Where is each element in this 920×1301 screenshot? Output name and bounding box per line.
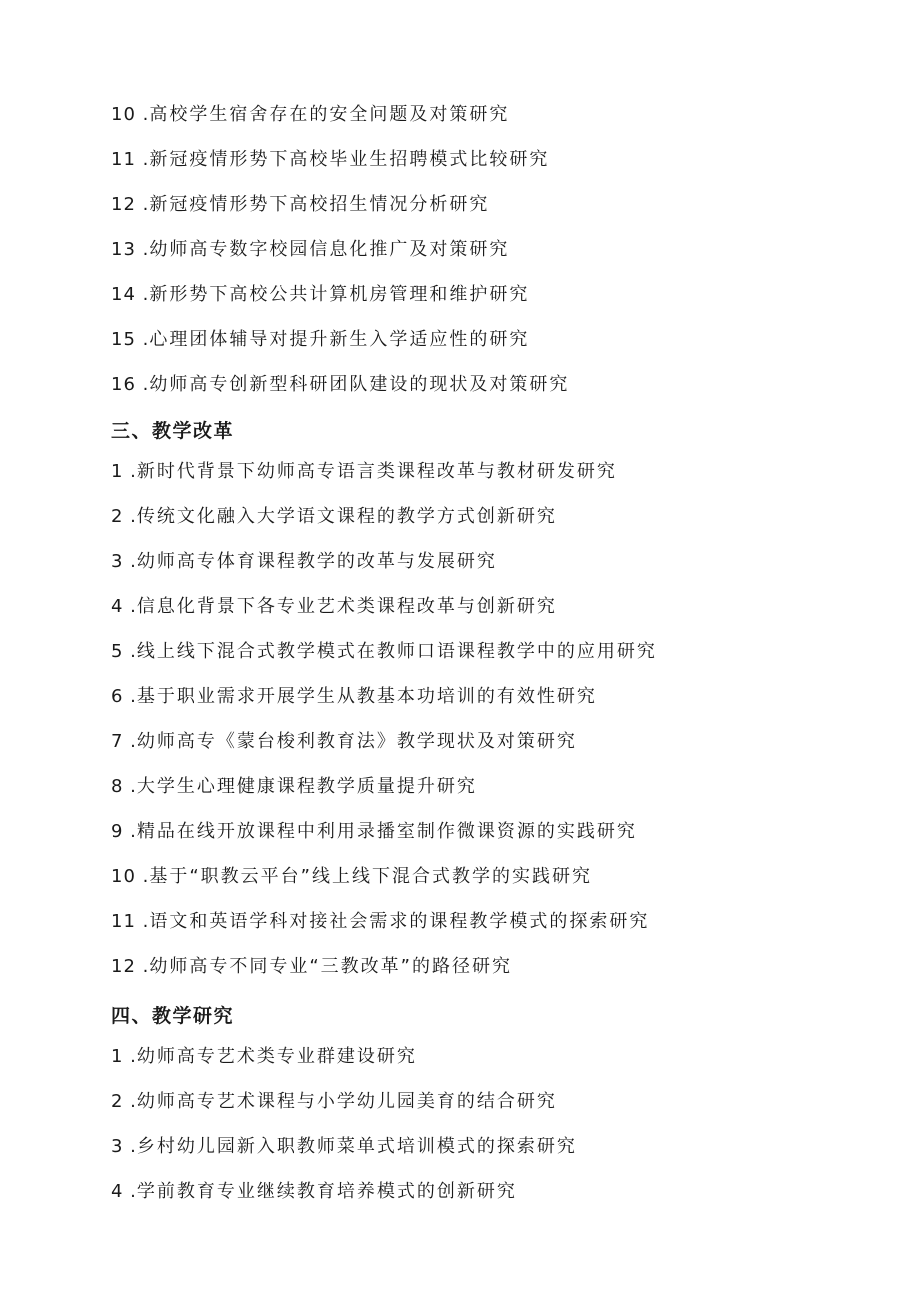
- item-number: 3: [111, 551, 124, 572]
- item-text: 幼师高专不同专业“三教改革”的路径研究: [149, 956, 513, 977]
- item-separator: .: [135, 866, 150, 887]
- section-heading: 四、教学研究: [111, 1005, 235, 1027]
- item-number: 16: [111, 374, 136, 395]
- item-text: 学前教育专业继续教育培养模式的创新研究: [136, 1181, 517, 1202]
- list-item: [111, 724, 891, 769]
- teaching-reform-section: [111, 414, 891, 994]
- item-number: 3: [111, 1136, 124, 1157]
- item-separator: .: [123, 1136, 137, 1157]
- research-list-continued: [111, 97, 891, 412]
- item-text: 幼师高专《蒙台梭利教育法》教学现状及对策研究: [136, 731, 577, 752]
- list-item: [111, 1129, 891, 1174]
- item-text: 新冠疫情形势下高校毕业生招聘模式比较研究: [149, 149, 550, 170]
- item-separator: .: [135, 149, 150, 170]
- list-item: [111, 322, 891, 367]
- item-text: 大学生心理健康课程教学质量提升研究: [136, 776, 477, 797]
- list-item: [111, 904, 891, 949]
- item-separator: .: [123, 1046, 137, 1067]
- item-text: 乡村幼儿园新入职教师菜单式培训模式的探索研究: [136, 1136, 577, 1157]
- item-text: 高校学生宿舍存在的安全问题及对策研究: [149, 104, 510, 125]
- item-separator: .: [135, 329, 150, 350]
- item-number: 2: [111, 506, 124, 527]
- list-item: [111, 277, 891, 322]
- item-text: 信息化背景下各专业艺术类课程改革与创新研究: [136, 596, 557, 617]
- item-separator: .: [135, 239, 150, 260]
- item-separator: .: [123, 641, 137, 662]
- list-item: [111, 949, 891, 994]
- item-number: 7: [111, 731, 124, 752]
- item-separator: .: [135, 956, 150, 977]
- item-separator: .: [123, 776, 137, 797]
- item-separator: .: [123, 551, 137, 572]
- item-number: 4: [111, 1181, 124, 1202]
- item-text: 语文和英语学科对接社会需求的课程教学模式的探索研究: [149, 911, 650, 932]
- item-number: 10: [111, 104, 136, 125]
- item-separator: .: [123, 596, 137, 617]
- item-separator: .: [123, 461, 137, 482]
- list-item: [111, 1174, 891, 1219]
- section-heading: 三、教学改革: [111, 420, 235, 442]
- item-separator: .: [135, 911, 150, 932]
- item-text: 精品在线开放课程中利用录播室制作微课资源的实践研究: [136, 821, 637, 842]
- item-number: 1: [111, 461, 124, 482]
- list-item: [111, 634, 891, 679]
- item-text: 基于“职教云平台”线上线下混合式教学的实践研究: [149, 866, 593, 887]
- item-number: 15: [111, 329, 136, 350]
- item-separator: .: [135, 374, 150, 395]
- item-separator: .: [135, 194, 150, 215]
- list-item: [111, 454, 891, 499]
- item-text: 幼师高专艺术课程与小学幼儿园美育的结合研究: [136, 1091, 557, 1112]
- item-text: 新冠疫情形势下高校招生情况分析研究: [149, 194, 490, 215]
- item-text: 线上线下混合式教学模式在教师口语课程教学中的应用研究: [136, 641, 657, 662]
- item-number: 8: [111, 776, 124, 797]
- item-text: 幼师高专体育课程教学的改革与发展研究: [136, 551, 497, 572]
- item-separator: .: [123, 821, 137, 842]
- item-separator: .: [123, 1181, 137, 1202]
- item-number: 6: [111, 686, 124, 707]
- list-item: [111, 859, 891, 904]
- item-separator: .: [123, 731, 137, 752]
- list-item: [111, 1039, 891, 1084]
- item-number: 12: [111, 194, 136, 215]
- item-number: 12: [111, 956, 136, 977]
- item-number: 13: [111, 239, 136, 260]
- item-number: 4: [111, 596, 124, 617]
- item-separator: .: [123, 506, 137, 527]
- item-number: 11: [111, 149, 136, 170]
- item-number: 5: [111, 641, 124, 662]
- list-item: [111, 589, 891, 634]
- list-item: [111, 1084, 891, 1129]
- list-item: [111, 769, 891, 814]
- item-text: 幼师高专数字校园信息化推广及对策研究: [149, 239, 510, 260]
- list-item: [111, 814, 891, 859]
- item-separator: .: [123, 1091, 137, 1112]
- item-number: 2: [111, 1091, 124, 1112]
- item-number: 10: [111, 866, 136, 887]
- item-number: 1: [111, 1046, 124, 1067]
- list-item: [111, 679, 891, 724]
- list-item: [111, 232, 891, 277]
- item-text: 幼师高专创新型科研团队建设的现状及对策研究: [149, 374, 570, 395]
- item-separator: .: [135, 104, 150, 125]
- item-text: 心理团体辅导对提升新生入学适应性的研究: [149, 329, 530, 350]
- item-text: 传统文化融入大学语文课程的教学方式创新研究: [136, 506, 557, 527]
- item-number: 14: [111, 284, 136, 305]
- teaching-research-section: [111, 999, 891, 1219]
- item-text: 新时代背景下幼师高专语言类课程改革与教材研发研究: [136, 461, 617, 482]
- list-item: [111, 499, 891, 544]
- list-item: [111, 142, 891, 187]
- list-item: [111, 367, 891, 412]
- item-text: 幼师高专艺术类专业群建设研究: [136, 1046, 417, 1067]
- list-item: [111, 97, 891, 142]
- item-number: 11: [111, 911, 136, 932]
- item-text: 新形势下高校公共计算机房管理和维护研究: [149, 284, 530, 305]
- item-text: 基于职业需求开展学生从教基本功培训的有效性研究: [136, 686, 597, 707]
- item-separator: .: [135, 284, 150, 305]
- item-separator: .: [123, 686, 137, 707]
- list-item: [111, 544, 891, 589]
- list-item: [111, 187, 891, 232]
- item-number: 9: [111, 821, 124, 842]
